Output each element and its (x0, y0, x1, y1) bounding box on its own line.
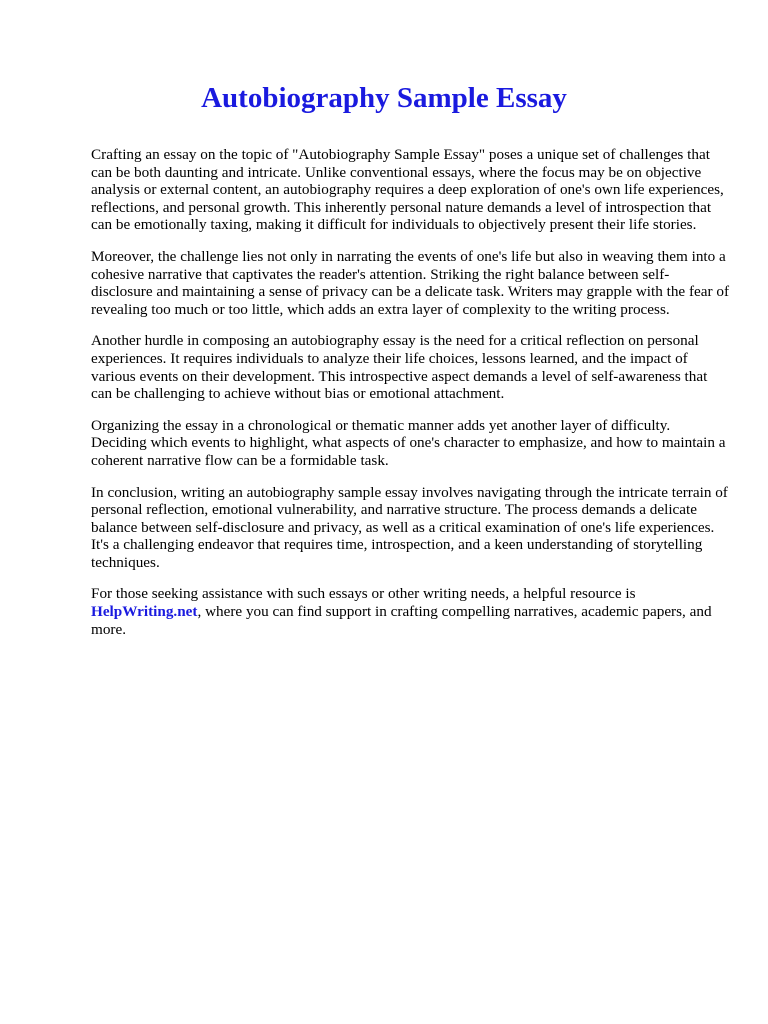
paragraph-1: Crafting an essay on the topic of "Autobiography Sample Essay" poses a unique set of challenges that can be both daunting and intricate. Unlike conventional essays, where the focus may be on objective analysis or external content, an autobiography requires a deep exploration of one's own life experiences, reflections, and personal growth. This inherently personal nature demands a level of introspection that can be emotionally taxing, making it difficult for individuals to objectively present their life stories. (91, 146, 724, 234)
paragraph-5: In conclusion, writing an autobiography sample essay involves navigating through the intricate terrain of personal reflection, emotional vulnerability, and narrative structure. The process demands a delicate balance between self-disclosure and privacy, as well as a critical examination of one's life experiences. It's a challenging endeavor that requires time, introspection, and a keen understanding of storytelling techniques. (91, 483, 728, 571)
paragraph-3: Another hurdle in composing an autobiography essay is the need for a critical reflection on personal experiences. It requires individuals to analyze their life choices, lessons learned, and the impact of various events on their development. This introspective aspect demands a level of self-awareness that can be challenging to achieve without bias or emotional attachment. (91, 332, 708, 403)
essay-body (91, 146, 729, 652)
helpwriting-link[interactable]: HelpWriting.net (91, 603, 198, 621)
paragraph-2: Moreover, the challenge lies not only in narrating the events of one's life but also in weaving them into a cohesive narrative that captivates the reader's attention. Striking the right balance between self-disclosure and maintaining a sense of privacy can be a delicate task. Writers may grapple with the fear of revealing too much or too little, which adds an extra layer of complexity to the writing process. (91, 247, 730, 318)
closing-text-after-link: , where you can find support in crafting compelling narratives, academic papers, and more. (91, 603, 712, 638)
closing-text-before-link: For those seeking assistance with such essays or other writing needs, a helpful resource is (91, 585, 636, 603)
paragraph-4: Organizing the essay in a chronological or thematic manner adds yet another layer of difficulty. Deciding which events to highlight, what aspects of one's character to emphasize, and how to maintain a coherent narrative flow can be a formidable task. (91, 416, 726, 469)
closing-paragraph (91, 585, 729, 638)
page-title: Autobiography Sample Essay (201, 82, 567, 114)
